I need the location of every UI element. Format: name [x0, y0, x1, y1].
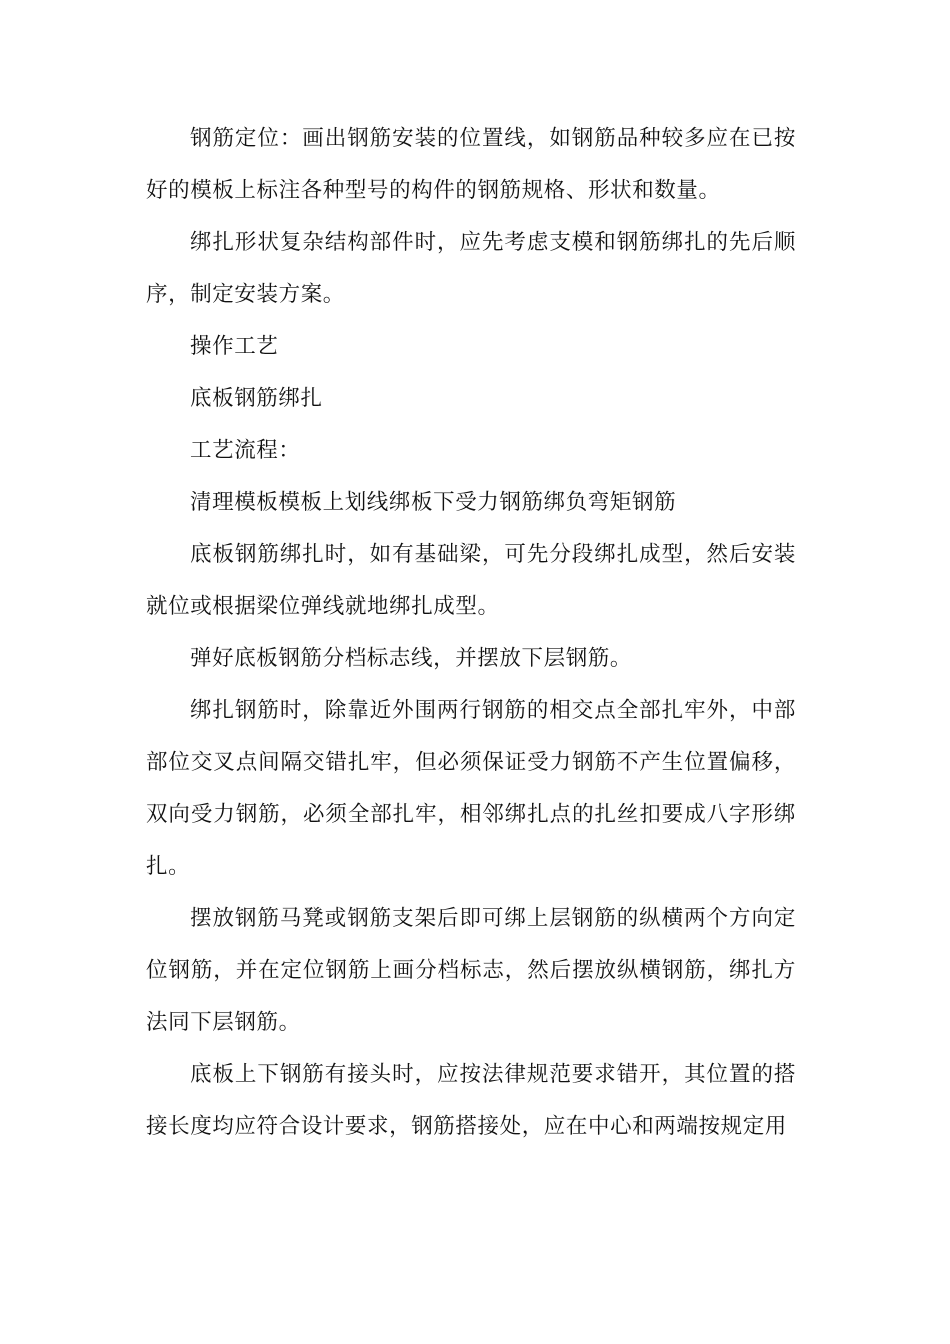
paragraph-foundation-beam: 底板钢筋绑扎时，如有基础梁，可先分段绑扎成型，然后安装就位或根据梁位弹线就地绑扎成型。: [146, 542, 796, 619]
paragraph-rebar-joints: 底板上下钢筋有接头时，应按法律规范要求错开，其位置的搭接长度均应符合设计要求，钢筋搭接处，应在中心和两端按规定用: [146, 1062, 796, 1139]
paragraph-marking-lines: 弹好底板钢筋分档标志线，并摆放下层钢筋。: [190, 646, 633, 671]
paragraph-binding-rebar: 绑扎钢筋时，除靠近外围两行钢筋的相交点全部扎牢外，中部部位交叉点间隔交错扎牢，但必须保证受力钢筋不产生位置偏移，双向受力钢筋，必须全部扎牢，相邻绑扎点的扎丝扣要成八字形绑扎。: [146, 698, 796, 879]
process-flow-steps: 清理模板模板上划线绑板下受力钢筋绑负弯矩钢筋: [190, 490, 677, 515]
paragraph-complex-structure-binding: 绑扎形状复杂结构部件时，应先考虑支模和钢筋绑扎的先后顺序，制定安装方案。: [146, 230, 796, 307]
paragraph-rebar-supports: 摆放钢筋马凳或钢筋支架后即可绑上层钢筋的纵横两个方向定位钢筋，并在定位钢筋上画分档标志，然后摆放纵横钢筋，绑扎方法同下层钢筋。: [146, 906, 796, 1035]
paragraph-rebar-positioning: 钢筋定位：画出钢筋安装的位置线，如钢筋品种较多应在已按好的模板上标注各种型号的构件的钢筋规格、形状和数量。: [146, 126, 796, 203]
section-heading-operation-process: 操作工艺: [190, 334, 279, 359]
document-body: [146, 113, 796, 1153]
process-flow-label: 工艺流程：: [190, 438, 301, 463]
subsection-heading-floor-slab-binding: 底板钢筋绑扎: [190, 386, 323, 411]
